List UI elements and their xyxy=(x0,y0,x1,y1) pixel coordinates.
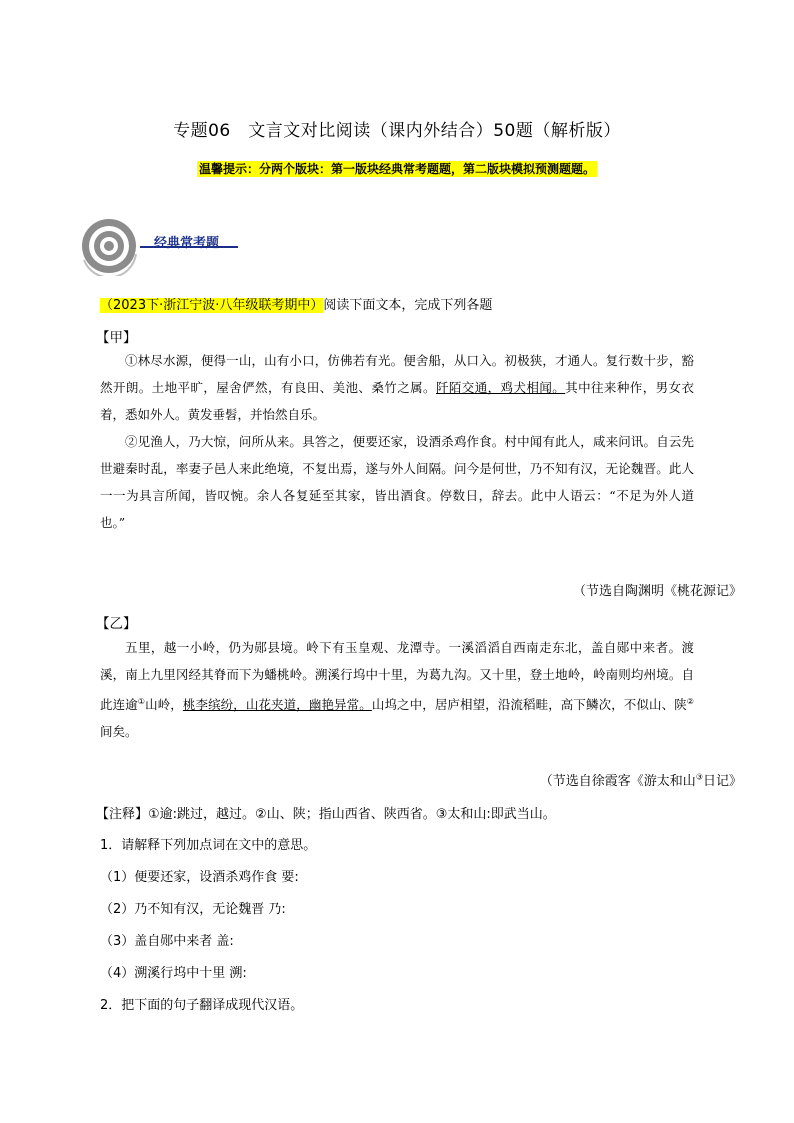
note-ref-1: ① xyxy=(137,697,146,706)
annotation-notes: 【注释】①逾:跳过，越过。②山、陕；指山西省、陕西省。③太和山:即武当山。 xyxy=(96,807,556,822)
source-line xyxy=(100,294,492,313)
jia-paragraph-2: ②见渔人，乃大惊，问所从来。具答之，便要还家，设酒杀鸡作食。村中闻有此人，咸来问讯。自云先世避秦时乱，率妻子邑人来此绝境，不复出焉，遂与外人间隔。问今是何世，乃不知有汉，无论魏晋。此人一一为具言所闻，皆叹惋。余人各复延至其家，皆出酒食。停数日，辞去。此中人语云：“不足为外人道也。” xyxy=(100,434,694,530)
question-1-item: （2）乃不知有汉，无论魏晋 乃: xyxy=(100,902,286,917)
yi-paragraph: 五里，越一小岭，仍为郧县境。岭下有玉皇观、龙潭寺。一溪滔滔自西南走东北，盖自郧中来者。渡溪，南上九里冈经其脊而下为蟠桃岭。溯溪行坞中十里，为葛九沟。又十里，登土地岭，岭南则均州境。自此连逾①山岭，桃李缤纷，山花夹道，幽艳异常。山坞之中，居庐相望，沿流稻畦，高下鳞次，不似山、陕②间矣。 xyxy=(100,640,694,740)
jia-paragraph-1: ①林尽水源，便得一山，山有小口，仿佛若有光。便舍船，从口入。初极狭，才通人。复行数十步，豁然开朗。土地平旷，屋舍俨然，有良田、美池、桑竹之属。阡陌交通，鸡犬相闻。其中往来种作，男女衣着，悉如外人。黄发垂髫，并怡然自乐。 xyxy=(100,353,694,422)
jia-text xyxy=(100,347,694,536)
question-1-item: （4）溯溪行坞中十里 溯: xyxy=(100,966,247,981)
yi-heading: 【乙】 xyxy=(96,616,137,632)
jia-citation: （节选自陶渊明《桃花源记》 xyxy=(572,584,742,599)
yi-citation: （节选自徐霞客《游太和山③日记》 xyxy=(539,772,742,789)
source-tag: （2023下·浙江宁波·八年级联考期中） xyxy=(100,298,324,313)
question-1-item: （3）盖自郧中来者 盖: xyxy=(100,934,234,949)
yi-text xyxy=(100,634,694,745)
question-2: 2．把下面的句子翻译成现代汉语。 xyxy=(100,998,304,1013)
tip-text: 温馨提示：分两个版块：第一版块经典常考题题，第二版块模拟预测题题。 xyxy=(198,162,595,176)
source-instruction: 阅读下面文本，完成下列各题 xyxy=(323,298,493,313)
jia-heading: 【甲】 xyxy=(96,330,137,346)
note-ref-2: ② xyxy=(686,697,694,706)
section-title: 经典常考题 xyxy=(154,236,220,251)
document-title: 专题06 文言文对比阅读（课内外结合）50题（解析版） xyxy=(173,121,621,141)
underlined-phrase-yi: 桃李缤纷，山花夹道，幽艳异常。 xyxy=(182,697,372,713)
tip-banner xyxy=(0,160,794,177)
question-1: 1．请解释下列加点词在文中的意思。 xyxy=(100,838,317,853)
question-1-item: （1）便要还家，设酒杀鸡作食 要: xyxy=(100,870,299,885)
underlined-phrase: 阡陌交通，鸡犬相闻。 xyxy=(435,380,566,395)
